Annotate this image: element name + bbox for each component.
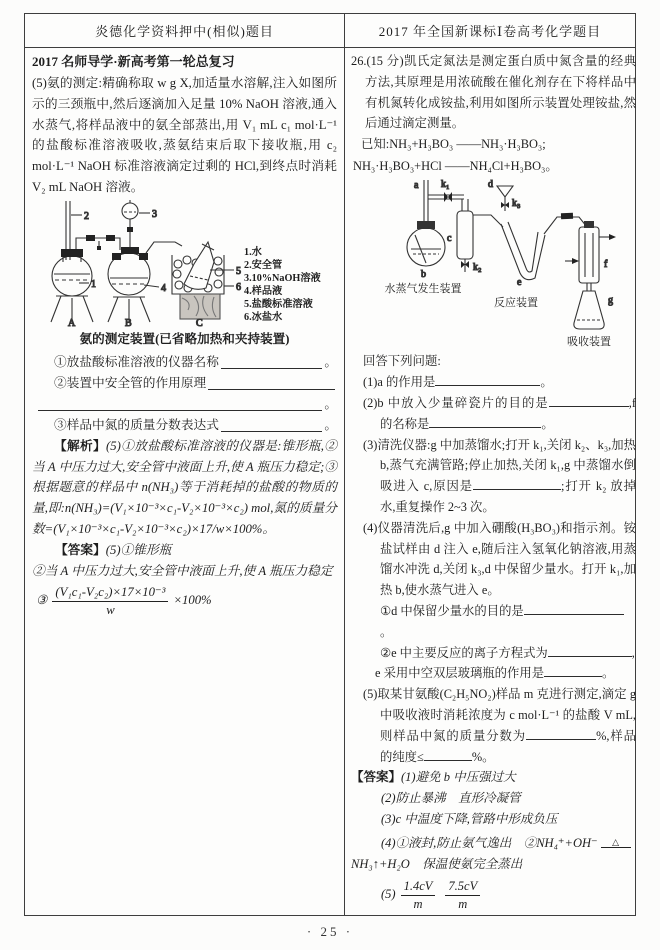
caption-steam-generator: 水蒸气发生装置 bbox=[384, 283, 462, 296]
purity-fraction-formula bbox=[445, 879, 480, 911]
item-4: (4)仪器清洗后,g 中加入硼酸(H₃BO₃)和指示剂。铵盐试样由 d 注入 e,随后注入氢氧化钠溶液,用蒸馏水冲洗 d,关闭 k₃,d 中保留少量水。打开 k₁,加热 b,使水蒸气进入 e。 bbox=[363, 520, 636, 598]
nitrogen-fraction-formula bbox=[401, 879, 436, 911]
question-text: ②装置中安全管的作用原理 bbox=[54, 375, 207, 390]
answer-blank bbox=[524, 601, 624, 615]
left-column bbox=[25, 48, 345, 916]
answer-item-number: (5) bbox=[381, 887, 396, 902]
label-6: 6 bbox=[236, 281, 241, 293]
question-text: 。 bbox=[602, 666, 615, 681]
answer-item-number: ③ bbox=[36, 593, 48, 608]
item-1 bbox=[363, 372, 636, 393]
reaction-condition-delta bbox=[601, 838, 631, 848]
legend-item: 1.水 bbox=[244, 246, 262, 258]
answer-text: ×100% bbox=[173, 593, 212, 608]
answer-line-1 bbox=[32, 540, 337, 561]
delivery-tube bbox=[146, 242, 182, 253]
label-B: B bbox=[125, 317, 132, 329]
caption-reaction-device: 反应装置 bbox=[494, 297, 538, 310]
series-title: 2017 名师导学·新高考第一轮总复习 bbox=[32, 54, 235, 69]
legend-item: 2.安全管 bbox=[244, 259, 283, 271]
label-5: 5 bbox=[236, 265, 241, 277]
question-text: ①放盐酸标准溶液的仪器名称 bbox=[54, 354, 219, 369]
question-text: ①d 中保留少量水的目的是 bbox=[380, 603, 524, 618]
answer-blank bbox=[424, 747, 472, 761]
known-equation-1: 已知:NH₃+H₃BO₃ ——NH₃·H₃BO₃; bbox=[361, 137, 546, 152]
label-k3: k₃ bbox=[512, 198, 521, 210]
ask-title: 回答下列问题: bbox=[363, 354, 441, 369]
question-text: 。 bbox=[540, 375, 553, 390]
pipe-e-to-f bbox=[544, 213, 587, 234]
answer-3: (3)c 中温度下降,管路中形成负压 bbox=[381, 812, 558, 827]
two-column-body bbox=[25, 48, 635, 916]
question-text: (2)b 中放入少量碎瓷片的目的是 bbox=[363, 395, 549, 410]
diagram-caption: 氨的测定装置(已省略加热和夹持装置) bbox=[79, 331, 290, 346]
analysis-paragraph bbox=[32, 436, 337, 540]
kjeldahl-apparatus-diagram bbox=[351, 177, 636, 349]
answer-4 bbox=[381, 833, 636, 854]
fraction-numerator: (V₁c₁-V₂c₂)×17×10⁻³ bbox=[52, 585, 168, 602]
flask-a bbox=[51, 249, 93, 322]
answer-blank bbox=[38, 396, 322, 411]
answer-text: (1)避免 b 中压强过大 bbox=[401, 770, 516, 785]
legend-item: 5.盐酸标准溶液 bbox=[244, 298, 313, 310]
item-4-sub3 bbox=[375, 663, 636, 684]
question26-intro: 26.(15 分)凯氏定氮法是测定蛋白质中氮含量的经典方法,其原理是用浓硫酸在催化剂存在下将样品中有机氮转化成铵盐,利用如图所示装置处理铵盐,然后通过滴定测量。 bbox=[351, 54, 636, 131]
item-3 bbox=[363, 435, 636, 518]
right-column bbox=[345, 48, 643, 916]
answer-blank bbox=[429, 414, 541, 428]
item-4-sub1 bbox=[380, 601, 636, 643]
label-g: g bbox=[608, 295, 613, 307]
dropping-funnel bbox=[122, 200, 138, 248]
wood-block bbox=[180, 294, 220, 319]
question-text: %,样品的纯度≤ bbox=[380, 728, 637, 764]
label-1: 1 bbox=[91, 278, 96, 290]
answer-2: (2)防止暴沸 直形冷凝管 bbox=[381, 791, 521, 806]
label-k1: k₁ bbox=[441, 179, 450, 191]
steam-pipe bbox=[428, 192, 464, 202]
ammonia-apparatus-diagram bbox=[32, 198, 337, 328]
header-left-cell: 炎德化学资料押中(相似)题目 bbox=[25, 14, 345, 47]
answer-blank bbox=[526, 726, 596, 740]
label-A: A bbox=[68, 317, 76, 329]
question-text: , bbox=[631, 645, 635, 660]
fraction-denominator: m bbox=[458, 896, 468, 911]
question-line-2 bbox=[32, 373, 337, 394]
answer-blank bbox=[208, 375, 335, 390]
receiver-flask bbox=[184, 242, 214, 289]
known-equation-2: NH₃·H₃BO₃+HCl ——NH₄Cl+H₃BO₃。 bbox=[353, 158, 558, 173]
legend-item: 4.样品液 bbox=[244, 285, 283, 297]
header-right-cell: 2017 年全国新课标Ⅰ卷高考化学题目 bbox=[378, 24, 602, 39]
page-table-frame bbox=[24, 13, 636, 916]
question-text: %。 bbox=[471, 749, 495, 764]
question-text: (3)清洗仪器:g 中加蒸馏水;打开 k₁,关闭 k₂、k₃,加热 b,蒸气充满管路;停止加热,关闭 k₁,g 中蒸馏水倒吸进入 c,原因是 bbox=[363, 437, 636, 494]
analysis-text: (5)①放盐酸标准溶液的仪器是:锥形瓶,②当 A 中压力过大,安全管中液面上升,使 A 瓶压力稳定;③根据题意的样品中 n(NH₃)等于消耗掉的盐酸的物质的量,即:n(NH₃)=(V₁×10⁻³×c₁-V₂×10⁻³×c₂) mol,氮的质量分数=(V₁×10⁻³×c₁-V₂×10⁻³×c₂)×17/w×100%。 bbox=[32, 438, 337, 536]
reaction-vessel-e bbox=[501, 222, 545, 280]
question-text: 。 bbox=[541, 416, 554, 431]
label-4: 4 bbox=[161, 282, 166, 294]
answer-blank bbox=[435, 372, 540, 386]
question-line-3 bbox=[32, 415, 337, 436]
item-5 bbox=[363, 684, 636, 767]
page-number: · 25 · bbox=[306, 924, 354, 939]
boiler-flask-b bbox=[407, 221, 445, 266]
label-C: C bbox=[196, 317, 203, 329]
question-text: ,f 的名称是 bbox=[380, 395, 636, 431]
answer-5 bbox=[381, 879, 636, 911]
answer-blank bbox=[548, 643, 632, 657]
connecting-tube bbox=[76, 235, 120, 250]
label-f: f bbox=[604, 259, 608, 271]
question5-intro: (5)氨的测定:精确称取 w g X,加适量水溶解,注入如图所示的三颈瓶中,然后逐滴加入足量 10% NaOH 溶液,通入水蒸气,将样品液中的氨全部蒸出,用 V₁ mL c₁ mol·L⁻¹ 的盐酸标准溶液吸收,蒸氨结束后取下接收瓶,用 c₂ mol·L⁻¹ NaOH 标准溶液滴定过剩的 HCl,到终点时消耗 V₂ mL NaOH 溶液。 bbox=[32, 76, 337, 194]
pipe-c-to-e bbox=[473, 215, 503, 227]
question-text: ③样品中氮的质量分数表达式 bbox=[54, 417, 219, 432]
answer-line-3 bbox=[32, 585, 337, 617]
label-2: 2 bbox=[84, 210, 89, 222]
analysis-label: 【解析】 bbox=[54, 438, 107, 453]
diagram-legend bbox=[244, 245, 322, 323]
legend-item: 3.10%NaOH溶液 bbox=[244, 272, 321, 284]
answer-4-continued: NH₃↑+H₂O 保温使氨完全蒸出 bbox=[351, 857, 523, 872]
answer-text: (5)①锥形瓶 bbox=[105, 542, 172, 557]
answer-blank bbox=[549, 393, 629, 407]
mass-fraction-formula bbox=[52, 585, 168, 617]
answer-blank bbox=[544, 663, 602, 677]
question-text: 。 bbox=[380, 624, 393, 639]
steam-tube-a bbox=[424, 180, 428, 223]
label-c: c bbox=[447, 233, 452, 245]
question-line-1 bbox=[32, 352, 337, 373]
question-text: e 采用中空双层玻璃瓶的作用是 bbox=[375, 666, 545, 681]
fraction-denominator: m bbox=[413, 896, 423, 911]
question-text: ②e 中主要反应的离子方程式为 bbox=[380, 645, 548, 660]
fraction-numerator: 7.5cV bbox=[445, 879, 480, 895]
answer-1 bbox=[351, 767, 636, 788]
item-4-sub2 bbox=[380, 643, 636, 664]
funnel-d bbox=[497, 186, 513, 211]
answer-text: (4)①液封,防止氨气逸出 ②NH₄⁺+OH⁻ bbox=[381, 836, 598, 851]
question-text: ;打开 k₂ 放掉水,重复操作 2~3 次。 bbox=[380, 479, 636, 514]
label-k2: k₂ bbox=[473, 262, 482, 274]
question-line-2b bbox=[32, 394, 337, 415]
answer-blank bbox=[221, 354, 322, 369]
answer-blank bbox=[473, 476, 561, 490]
question-text: (5)取某甘氨酸(C₂H₅NO₂)样品 m 克进行测定,滴定 g 中吸收液时消耗浓度为 c mol·L⁻¹ 的盐酸 V mL,则样品中氮的质量分数为 bbox=[363, 687, 636, 743]
question-text: 。 bbox=[324, 417, 337, 432]
answer-label: 【答案】 bbox=[55, 542, 106, 557]
legend-item: 6.冰盐水 bbox=[244, 311, 283, 323]
label-d: d bbox=[488, 179, 493, 191]
condenser-f bbox=[565, 221, 616, 283]
trap-cylinder-c bbox=[457, 199, 473, 272]
item-2 bbox=[363, 393, 636, 435]
label-3: 3 bbox=[152, 208, 157, 220]
question-text: (1)a 的作用是 bbox=[363, 375, 436, 390]
caption-absorb-device: 吸收装置 bbox=[567, 336, 611, 349]
answer-line-2: ②当 A 中压力过大,安全管中液面上升,使 A 瓶压力稳定 bbox=[32, 563, 333, 578]
label-e: e bbox=[517, 277, 522, 289]
question-text: 。 bbox=[324, 354, 337, 369]
fraction-denominator: w bbox=[106, 602, 115, 617]
delta-symbol: △ bbox=[612, 837, 620, 848]
question-text: 。 bbox=[324, 396, 337, 411]
label-a: a bbox=[414, 180, 419, 192]
flask-b bbox=[108, 247, 150, 322]
fraction-numerator: 1.4cV bbox=[401, 879, 436, 895]
table-header-row bbox=[25, 14, 635, 48]
answer-blank bbox=[221, 417, 322, 432]
answer-label: 【答案】 bbox=[351, 770, 402, 785]
label-b: b bbox=[421, 269, 426, 281]
absorber-flask-g bbox=[574, 283, 604, 329]
